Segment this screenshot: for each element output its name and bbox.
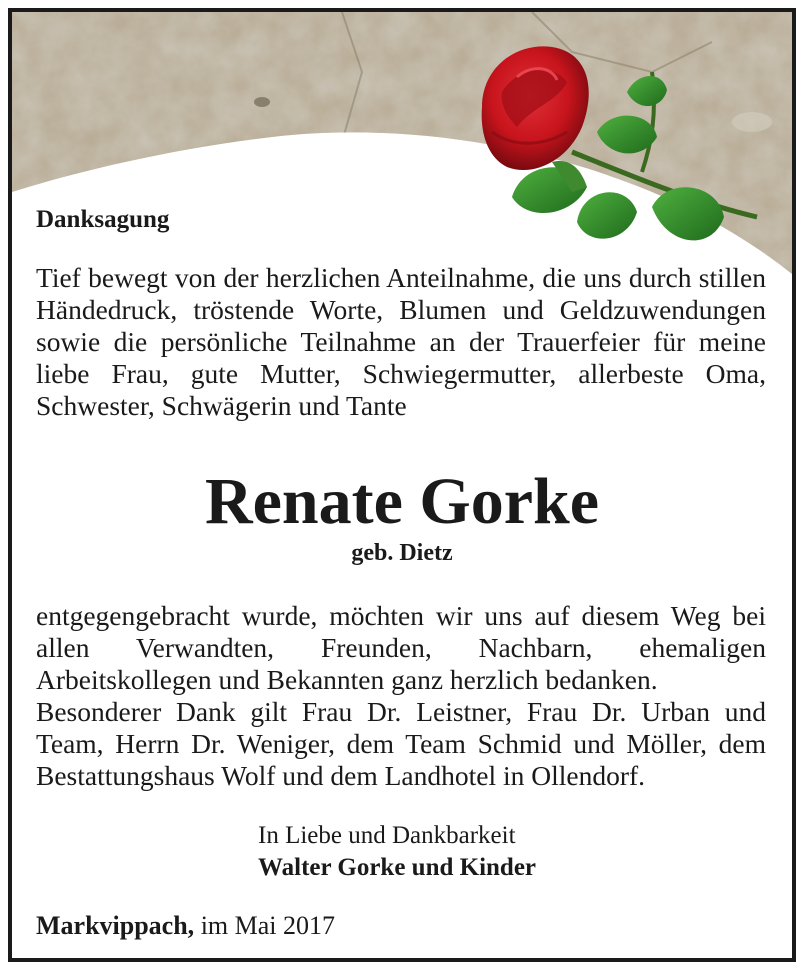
- intro-paragraph: Tief bewegt von der herzlichen Anteilnahme, die uns durch stillen Händedruck, tröstende Worte, Blumen und Geldzuwendungen sowie die persönliche Teilnahme an der Trauerfeier für meine liebe Frau, gute Mutter, Schwiegermutter, allerbeste Oma, Schwester, Schwägerin und Tante: [36, 262, 766, 421]
- deceased-name: Renate Gorke: [204, 465, 600, 538]
- closing-line: In Liebe und Dankbarkeit: [258, 822, 516, 849]
- place-date-line: [36, 910, 335, 942]
- signers: Walter Gorke und Kinder: [258, 854, 537, 881]
- special-thanks-paragraph: Besonderer Dank gilt Frau Dr. Leistner, Frau Dr. Urban und Team, Herrn Dr. Weniger, dem Team Schmid und Möller, dem Bestattungshaus Wolf und dem Landhotel in Ollendorf.: [36, 696, 766, 791]
- place: Markvippach,: [36, 911, 195, 940]
- stone-rose-illustration: [12, 12, 792, 282]
- heading: Danksagung: [36, 206, 170, 233]
- stone-background: [12, 12, 792, 282]
- obituary-frame: [8, 8, 796, 962]
- thanks-paragraph: entgegengebracht wurde, möchten wir uns auf diesem Weg bei allen Verwandten, Freunden, Nachbarn, ehemaligen Arbeitskollegen und Bekannten ganz herzlich bedanken.: [36, 600, 766, 695]
- date: im Mai 2017: [200, 911, 336, 940]
- birth-name: geb. Dietz: [351, 540, 453, 566]
- header-image: [12, 12, 792, 282]
